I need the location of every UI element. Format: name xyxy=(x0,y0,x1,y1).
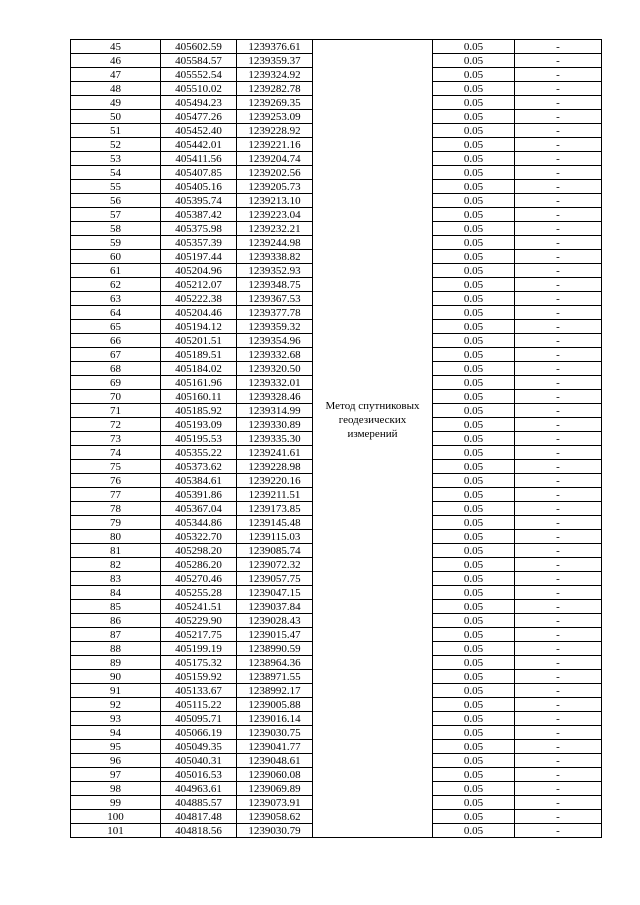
accuracy-cell: 0.05 xyxy=(433,236,515,250)
y-coordinate-cell: 1239332.68 xyxy=(237,348,313,362)
y-coordinate-cell: 1239367.53 xyxy=(237,292,313,306)
x-coordinate-cell: 405357.39 xyxy=(161,236,237,250)
y-coordinate-cell: 1239228.92 xyxy=(237,124,313,138)
note-cell: - xyxy=(515,404,602,418)
point-number-cell: 47 xyxy=(71,68,161,82)
note-cell: - xyxy=(515,250,602,264)
point-number-cell: 85 xyxy=(71,600,161,614)
accuracy-cell: 0.05 xyxy=(433,698,515,712)
point-number-cell: 84 xyxy=(71,586,161,600)
note-cell: - xyxy=(515,348,602,362)
x-coordinate-cell: 405222.38 xyxy=(161,292,237,306)
point-number-cell: 79 xyxy=(71,516,161,530)
point-number-cell: 45 xyxy=(71,40,161,54)
y-coordinate-cell: 1238992.17 xyxy=(237,684,313,698)
point-number-cell: 94 xyxy=(71,726,161,740)
accuracy-cell: 0.05 xyxy=(433,180,515,194)
y-coordinate-cell: 1239202.56 xyxy=(237,166,313,180)
point-number-cell: 48 xyxy=(71,82,161,96)
point-number-cell: 75 xyxy=(71,460,161,474)
note-cell: - xyxy=(515,782,602,796)
point-number-cell: 72 xyxy=(71,418,161,432)
accuracy-cell: 0.05 xyxy=(433,404,515,418)
x-coordinate-cell: 405355.22 xyxy=(161,446,237,460)
point-number-cell: 83 xyxy=(71,572,161,586)
y-coordinate-cell: 1239377.78 xyxy=(237,306,313,320)
y-coordinate-cell: 1239211.51 xyxy=(237,488,313,502)
accuracy-cell: 0.05 xyxy=(433,754,515,768)
point-number-cell: 87 xyxy=(71,628,161,642)
note-cell: - xyxy=(515,740,602,754)
x-coordinate-cell: 405201.51 xyxy=(161,334,237,348)
x-coordinate-cell: 405391.86 xyxy=(161,488,237,502)
x-coordinate-cell: 405367.04 xyxy=(161,502,237,516)
y-coordinate-cell: 1239244.98 xyxy=(237,236,313,250)
y-coordinate-cell: 1239330.89 xyxy=(237,418,313,432)
x-coordinate-cell: 405197.44 xyxy=(161,250,237,264)
y-coordinate-cell: 1239030.75 xyxy=(237,726,313,740)
note-cell: - xyxy=(515,306,602,320)
x-coordinate-cell: 405115.22 xyxy=(161,698,237,712)
accuracy-cell: 0.05 xyxy=(433,166,515,180)
x-coordinate-cell: 405066.19 xyxy=(161,726,237,740)
table-row xyxy=(71,40,602,54)
point-number-cell: 81 xyxy=(71,544,161,558)
x-coordinate-cell: 404818.56 xyxy=(161,824,237,838)
note-cell: - xyxy=(515,110,602,124)
accuracy-cell: 0.05 xyxy=(433,824,515,838)
y-coordinate-cell: 1239204.74 xyxy=(237,152,313,166)
point-number-cell: 66 xyxy=(71,334,161,348)
coordinates-table-body xyxy=(71,40,602,838)
point-number-cell: 52 xyxy=(71,138,161,152)
x-coordinate-cell: 405184.02 xyxy=(161,362,237,376)
point-number-cell: 77 xyxy=(71,488,161,502)
accuracy-cell: 0.05 xyxy=(433,544,515,558)
note-cell: - xyxy=(515,222,602,236)
point-number-cell: 49 xyxy=(71,96,161,110)
point-number-cell: 62 xyxy=(71,278,161,292)
y-coordinate-cell: 1239028.43 xyxy=(237,614,313,628)
note-cell: - xyxy=(515,236,602,250)
x-coordinate-cell: 405373.62 xyxy=(161,460,237,474)
x-coordinate-cell: 405510.02 xyxy=(161,82,237,96)
accuracy-cell: 0.05 xyxy=(433,628,515,642)
x-coordinate-cell: 405161.96 xyxy=(161,376,237,390)
x-coordinate-cell: 405552.54 xyxy=(161,68,237,82)
y-coordinate-cell: 1239145.48 xyxy=(237,516,313,530)
x-coordinate-cell: 405095.71 xyxy=(161,712,237,726)
note-cell: - xyxy=(515,82,602,96)
x-coordinate-cell: 404963.61 xyxy=(161,782,237,796)
method-cell: Метод спутниковых геодезических измерений xyxy=(313,40,433,838)
point-number-cell: 57 xyxy=(71,208,161,222)
point-number-cell: 89 xyxy=(71,656,161,670)
x-coordinate-cell: 405477.26 xyxy=(161,110,237,124)
y-coordinate-cell: 1238990.59 xyxy=(237,642,313,656)
y-coordinate-cell: 1239205.73 xyxy=(237,180,313,194)
accuracy-cell: 0.05 xyxy=(433,656,515,670)
y-coordinate-cell: 1239072.32 xyxy=(237,558,313,572)
point-number-cell: 99 xyxy=(71,796,161,810)
accuracy-cell: 0.05 xyxy=(433,152,515,166)
x-coordinate-cell: 405322.70 xyxy=(161,530,237,544)
x-coordinate-cell: 405204.46 xyxy=(161,306,237,320)
point-number-cell: 51 xyxy=(71,124,161,138)
accuracy-cell: 0.05 xyxy=(433,82,515,96)
y-coordinate-cell: 1239005.88 xyxy=(237,698,313,712)
y-coordinate-cell: 1239223.04 xyxy=(237,208,313,222)
y-coordinate-cell: 1238964.36 xyxy=(237,656,313,670)
x-coordinate-cell: 405189.51 xyxy=(161,348,237,362)
y-coordinate-cell: 1239015.47 xyxy=(237,628,313,642)
accuracy-cell: 0.05 xyxy=(433,138,515,152)
note-cell: - xyxy=(515,180,602,194)
accuracy-cell: 0.05 xyxy=(433,40,515,54)
point-number-cell: 91 xyxy=(71,684,161,698)
note-cell: - xyxy=(515,502,602,516)
note-cell: - xyxy=(515,432,602,446)
x-coordinate-cell: 405286.20 xyxy=(161,558,237,572)
note-cell: - xyxy=(515,726,602,740)
point-number-cell: 61 xyxy=(71,264,161,278)
note-cell: - xyxy=(515,670,602,684)
y-coordinate-cell: 1239073.91 xyxy=(237,796,313,810)
note-cell: - xyxy=(515,152,602,166)
note-cell: - xyxy=(515,166,602,180)
accuracy-cell: 0.05 xyxy=(433,110,515,124)
x-coordinate-cell: 404817.48 xyxy=(161,810,237,824)
y-coordinate-cell: 1239041.77 xyxy=(237,740,313,754)
point-number-cell: 98 xyxy=(71,782,161,796)
accuracy-cell: 0.05 xyxy=(433,600,515,614)
y-coordinate-cell: 1239016.14 xyxy=(237,712,313,726)
x-coordinate-cell: 405405.16 xyxy=(161,180,237,194)
accuracy-cell: 0.05 xyxy=(433,54,515,68)
y-coordinate-cell: 1239352.93 xyxy=(237,264,313,278)
x-coordinate-cell: 405212.07 xyxy=(161,278,237,292)
point-number-cell: 65 xyxy=(71,320,161,334)
note-cell: - xyxy=(515,474,602,488)
point-number-cell: 82 xyxy=(71,558,161,572)
point-number-cell: 74 xyxy=(71,446,161,460)
accuracy-cell: 0.05 xyxy=(433,796,515,810)
x-coordinate-cell: 405375.98 xyxy=(161,222,237,236)
point-number-cell: 100 xyxy=(71,810,161,824)
point-number-cell: 76 xyxy=(71,474,161,488)
accuracy-cell: 0.05 xyxy=(433,96,515,110)
note-cell: - xyxy=(515,824,602,838)
accuracy-cell: 0.05 xyxy=(433,194,515,208)
x-coordinate-cell: 405175.32 xyxy=(161,656,237,670)
y-coordinate-cell: 1239085.74 xyxy=(237,544,313,558)
accuracy-cell: 0.05 xyxy=(433,292,515,306)
note-cell: - xyxy=(515,810,602,824)
accuracy-cell: 0.05 xyxy=(433,810,515,824)
x-coordinate-cell: 405016.53 xyxy=(161,768,237,782)
coordinates-table xyxy=(70,39,602,838)
note-cell: - xyxy=(515,614,602,628)
y-coordinate-cell: 1239069.89 xyxy=(237,782,313,796)
y-coordinate-cell: 1239213.10 xyxy=(237,194,313,208)
point-number-cell: 67 xyxy=(71,348,161,362)
accuracy-cell: 0.05 xyxy=(433,222,515,236)
note-cell: - xyxy=(515,376,602,390)
accuracy-cell: 0.05 xyxy=(433,530,515,544)
note-cell: - xyxy=(515,446,602,460)
point-number-cell: 54 xyxy=(71,166,161,180)
note-cell: - xyxy=(515,530,602,544)
y-coordinate-cell: 1239030.79 xyxy=(237,824,313,838)
y-coordinate-cell: 1239228.98 xyxy=(237,460,313,474)
x-coordinate-cell: 405452.40 xyxy=(161,124,237,138)
y-coordinate-cell: 1239335.30 xyxy=(237,432,313,446)
x-coordinate-cell: 405193.09 xyxy=(161,418,237,432)
x-coordinate-cell: 405387.42 xyxy=(161,208,237,222)
point-number-cell: 93 xyxy=(71,712,161,726)
accuracy-cell: 0.05 xyxy=(433,642,515,656)
note-cell: - xyxy=(515,712,602,726)
accuracy-cell: 0.05 xyxy=(433,614,515,628)
note-cell: - xyxy=(515,656,602,670)
x-coordinate-cell: 405411.56 xyxy=(161,152,237,166)
note-cell: - xyxy=(515,684,602,698)
accuracy-cell: 0.05 xyxy=(433,684,515,698)
x-coordinate-cell: 405049.35 xyxy=(161,740,237,754)
accuracy-cell: 0.05 xyxy=(433,740,515,754)
note-cell: - xyxy=(515,194,602,208)
point-number-cell: 46 xyxy=(71,54,161,68)
y-coordinate-cell: 1239047.15 xyxy=(237,586,313,600)
point-number-cell: 101 xyxy=(71,824,161,838)
x-coordinate-cell: 405241.51 xyxy=(161,600,237,614)
y-coordinate-cell: 1239241.61 xyxy=(237,446,313,460)
x-coordinate-cell: 405602.59 xyxy=(161,40,237,54)
note-cell: - xyxy=(515,572,602,586)
x-coordinate-cell: 405255.28 xyxy=(161,586,237,600)
x-coordinate-cell: 405395.74 xyxy=(161,194,237,208)
accuracy-cell: 0.05 xyxy=(433,306,515,320)
note-cell: - xyxy=(515,796,602,810)
accuracy-cell: 0.05 xyxy=(433,474,515,488)
x-coordinate-cell: 405384.61 xyxy=(161,474,237,488)
x-coordinate-cell: 405195.53 xyxy=(161,432,237,446)
x-coordinate-cell: 405298.20 xyxy=(161,544,237,558)
y-coordinate-cell: 1239338.82 xyxy=(237,250,313,264)
y-coordinate-cell: 1238971.55 xyxy=(237,670,313,684)
point-number-cell: 68 xyxy=(71,362,161,376)
x-coordinate-cell: 404885.57 xyxy=(161,796,237,810)
note-cell: - xyxy=(515,362,602,376)
note-cell: - xyxy=(515,628,602,642)
accuracy-cell: 0.05 xyxy=(433,586,515,600)
note-cell: - xyxy=(515,138,602,152)
accuracy-cell: 0.05 xyxy=(433,782,515,796)
x-coordinate-cell: 405407.85 xyxy=(161,166,237,180)
y-coordinate-cell: 1239354.96 xyxy=(237,334,313,348)
x-coordinate-cell: 405270.46 xyxy=(161,572,237,586)
y-coordinate-cell: 1239328.46 xyxy=(237,390,313,404)
y-coordinate-cell: 1239348.75 xyxy=(237,278,313,292)
y-coordinate-cell: 1239314.99 xyxy=(237,404,313,418)
point-number-cell: 78 xyxy=(71,502,161,516)
note-cell: - xyxy=(515,698,602,712)
note-cell: - xyxy=(515,334,602,348)
point-number-cell: 55 xyxy=(71,180,161,194)
y-coordinate-cell: 1239269.35 xyxy=(237,96,313,110)
accuracy-cell: 0.05 xyxy=(433,320,515,334)
point-number-cell: 70 xyxy=(71,390,161,404)
point-number-cell: 73 xyxy=(71,432,161,446)
note-cell: - xyxy=(515,40,602,54)
x-coordinate-cell: 405133.67 xyxy=(161,684,237,698)
note-cell: - xyxy=(515,292,602,306)
note-cell: - xyxy=(515,460,602,474)
note-cell: - xyxy=(515,488,602,502)
note-cell: - xyxy=(515,642,602,656)
accuracy-cell: 0.05 xyxy=(433,334,515,348)
x-coordinate-cell: 405040.31 xyxy=(161,754,237,768)
note-cell: - xyxy=(515,278,602,292)
x-coordinate-cell: 405494.23 xyxy=(161,96,237,110)
point-number-cell: 80 xyxy=(71,530,161,544)
point-number-cell: 69 xyxy=(71,376,161,390)
x-coordinate-cell: 405204.96 xyxy=(161,264,237,278)
y-coordinate-cell: 1239220.16 xyxy=(237,474,313,488)
x-coordinate-cell: 405194.12 xyxy=(161,320,237,334)
point-number-cell: 92 xyxy=(71,698,161,712)
accuracy-cell: 0.05 xyxy=(433,418,515,432)
accuracy-cell: 0.05 xyxy=(433,446,515,460)
accuracy-cell: 0.05 xyxy=(433,432,515,446)
accuracy-cell: 0.05 xyxy=(433,376,515,390)
accuracy-cell: 0.05 xyxy=(433,712,515,726)
y-coordinate-cell: 1239037.84 xyxy=(237,600,313,614)
y-coordinate-cell: 1239359.37 xyxy=(237,54,313,68)
note-cell: - xyxy=(515,544,602,558)
y-coordinate-cell: 1239115.03 xyxy=(237,530,313,544)
point-number-cell: 63 xyxy=(71,292,161,306)
accuracy-cell: 0.05 xyxy=(433,250,515,264)
note-cell: - xyxy=(515,600,602,614)
x-coordinate-cell: 405185.92 xyxy=(161,404,237,418)
accuracy-cell: 0.05 xyxy=(433,348,515,362)
x-coordinate-cell: 405160.11 xyxy=(161,390,237,404)
note-cell: - xyxy=(515,558,602,572)
accuracy-cell: 0.05 xyxy=(433,124,515,138)
accuracy-cell: 0.05 xyxy=(433,572,515,586)
y-coordinate-cell: 1239320.50 xyxy=(237,362,313,376)
note-cell: - xyxy=(515,418,602,432)
y-coordinate-cell: 1239057.75 xyxy=(237,572,313,586)
point-number-cell: 64 xyxy=(71,306,161,320)
note-cell: - xyxy=(515,754,602,768)
y-coordinate-cell: 1239253.09 xyxy=(237,110,313,124)
note-cell: - xyxy=(515,54,602,68)
point-number-cell: 86 xyxy=(71,614,161,628)
accuracy-cell: 0.05 xyxy=(433,768,515,782)
accuracy-cell: 0.05 xyxy=(433,264,515,278)
y-coordinate-cell: 1239173.85 xyxy=(237,502,313,516)
point-number-cell: 50 xyxy=(71,110,161,124)
accuracy-cell: 0.05 xyxy=(433,208,515,222)
y-coordinate-cell: 1239332.01 xyxy=(237,376,313,390)
point-number-cell: 59 xyxy=(71,236,161,250)
point-number-cell: 88 xyxy=(71,642,161,656)
y-coordinate-cell: 1239048.61 xyxy=(237,754,313,768)
x-coordinate-cell: 405199.19 xyxy=(161,642,237,656)
x-coordinate-cell: 405159.92 xyxy=(161,670,237,684)
note-cell: - xyxy=(515,124,602,138)
y-coordinate-cell: 1239221.16 xyxy=(237,138,313,152)
y-coordinate-cell: 1239324.92 xyxy=(237,68,313,82)
accuracy-cell: 0.05 xyxy=(433,278,515,292)
note-cell: - xyxy=(515,516,602,530)
point-number-cell: 53 xyxy=(71,152,161,166)
point-number-cell: 95 xyxy=(71,740,161,754)
point-number-cell: 60 xyxy=(71,250,161,264)
y-coordinate-cell: 1239232.21 xyxy=(237,222,313,236)
point-number-cell: 56 xyxy=(71,194,161,208)
note-cell: - xyxy=(515,768,602,782)
x-coordinate-cell: 405442.01 xyxy=(161,138,237,152)
y-coordinate-cell: 1239058.62 xyxy=(237,810,313,824)
point-number-cell: 90 xyxy=(71,670,161,684)
x-coordinate-cell: 405229.90 xyxy=(161,614,237,628)
note-cell: - xyxy=(515,390,602,404)
accuracy-cell: 0.05 xyxy=(433,390,515,404)
y-coordinate-cell: 1239376.61 xyxy=(237,40,313,54)
point-number-cell: 71 xyxy=(71,404,161,418)
accuracy-cell: 0.05 xyxy=(433,460,515,474)
x-coordinate-cell: 405584.57 xyxy=(161,54,237,68)
accuracy-cell: 0.05 xyxy=(433,726,515,740)
point-number-cell: 97 xyxy=(71,768,161,782)
y-coordinate-cell: 1239282.78 xyxy=(237,82,313,96)
x-coordinate-cell: 405344.86 xyxy=(161,516,237,530)
note-cell: - xyxy=(515,264,602,278)
note-cell: - xyxy=(515,320,602,334)
accuracy-cell: 0.05 xyxy=(433,68,515,82)
accuracy-cell: 0.05 xyxy=(433,502,515,516)
point-number-cell: 96 xyxy=(71,754,161,768)
note-cell: - xyxy=(515,96,602,110)
note-cell: - xyxy=(515,68,602,82)
note-cell: - xyxy=(515,208,602,222)
accuracy-cell: 0.05 xyxy=(433,488,515,502)
accuracy-cell: 0.05 xyxy=(433,670,515,684)
x-coordinate-cell: 405217.75 xyxy=(161,628,237,642)
y-coordinate-cell: 1239359.32 xyxy=(237,320,313,334)
accuracy-cell: 0.05 xyxy=(433,362,515,376)
accuracy-cell: 0.05 xyxy=(433,516,515,530)
note-cell: - xyxy=(515,586,602,600)
accuracy-cell: 0.05 xyxy=(433,558,515,572)
point-number-cell: 58 xyxy=(71,222,161,236)
y-coordinate-cell: 1239060.08 xyxy=(237,768,313,782)
